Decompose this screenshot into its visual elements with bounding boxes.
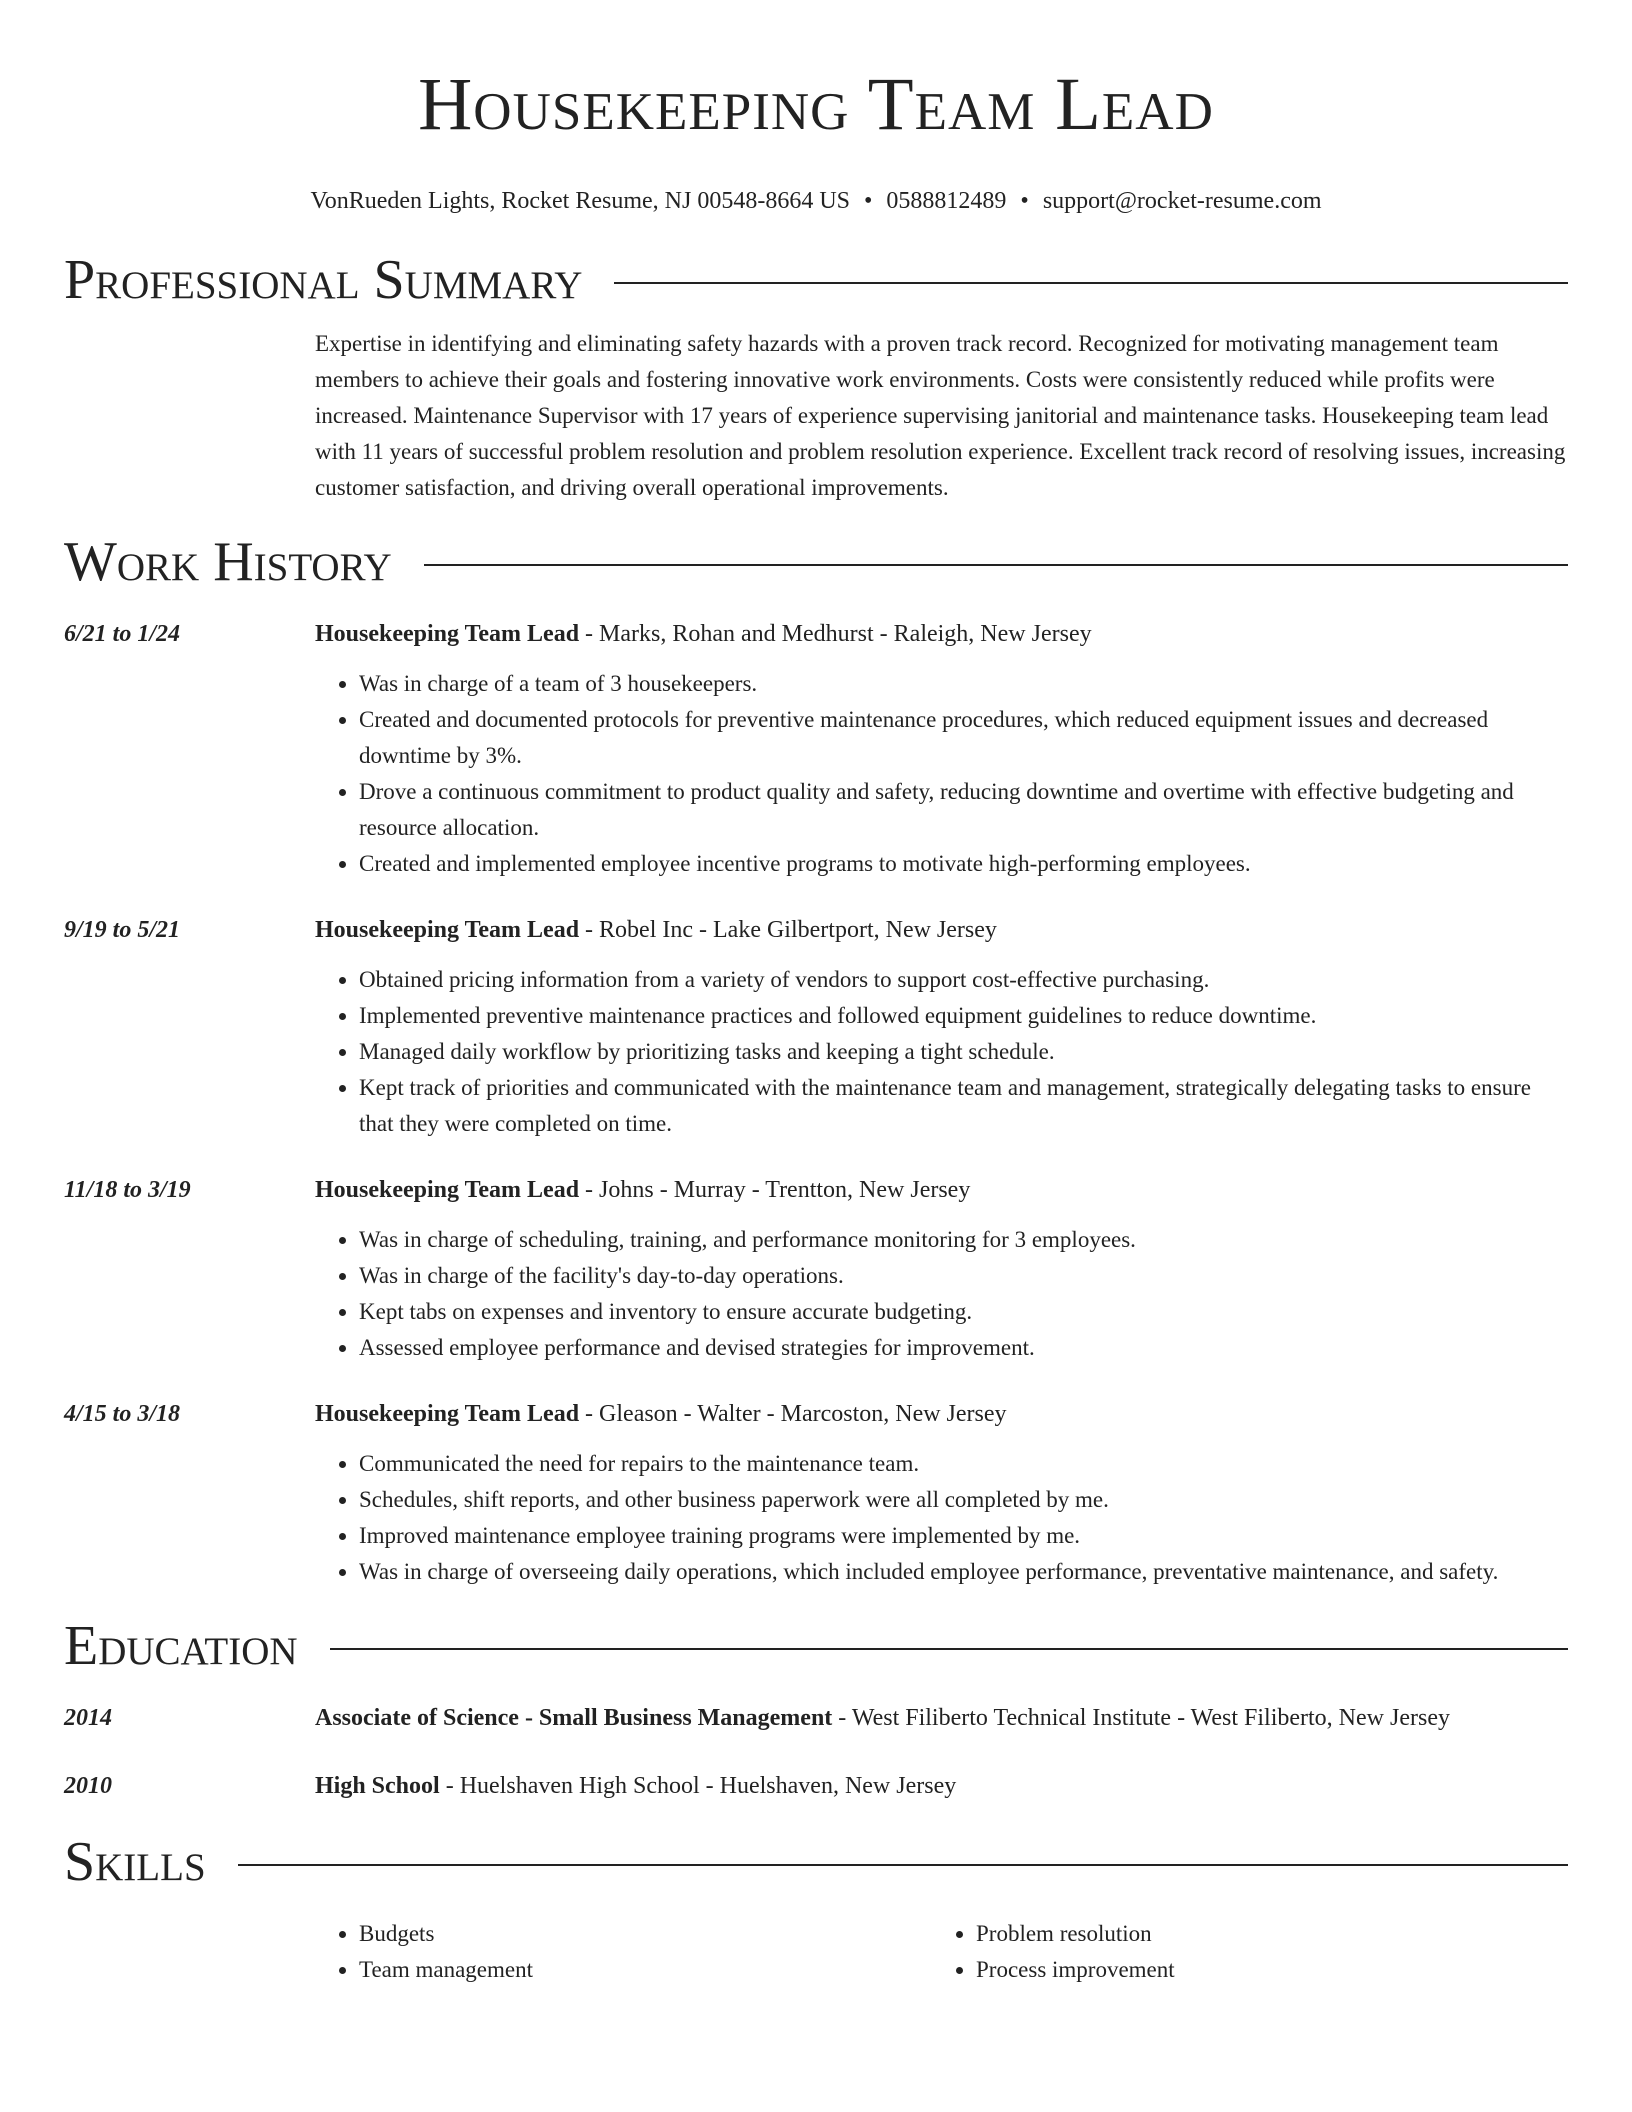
job-heading bbox=[315, 614, 1568, 654]
list-item: • Was in charge of overseeing daily operations, which included employee performance, preventative maintenance, and safety. bbox=[359, 1554, 1568, 1590]
skill-item: • Problem resolution bbox=[976, 1916, 1549, 1952]
skill-item: • Process improvement bbox=[976, 1952, 1549, 1988]
list-item: • Was in charge of scheduling, training, and performance monitoring for 3 employees. bbox=[359, 1222, 1568, 1258]
section-title-education bbox=[64, 1614, 1568, 1678]
contact-email[interactable]: support@rocket-resume.com bbox=[1042, 188, 1322, 214]
skills-list bbox=[315, 1916, 1568, 1988]
job-date: 11/18 to 3/19 bbox=[64, 1177, 191, 1203]
job-bullets bbox=[315, 1446, 1568, 1590]
job-entry bbox=[64, 1170, 1568, 1366]
section-title-summary bbox=[64, 248, 1568, 312]
contact-address: VonRueden Lights, Rocket Resume, NJ 00548-8664 US bbox=[310, 188, 851, 214]
resume-header bbox=[64, 0, 1568, 216]
contact-separator: • bbox=[1020, 188, 1029, 214]
education-date: 2010 bbox=[64, 1773, 112, 1799]
job-entry bbox=[64, 614, 1568, 882]
section-title-skills-text: Skills bbox=[64, 1831, 206, 1893]
job-heading bbox=[315, 1394, 1568, 1434]
education-details: - Huelshaven High School - Huelshaven, New Jersey bbox=[439, 1773, 957, 1799]
list-item: • Improved maintenance employee training programs were implemented by me. bbox=[359, 1518, 1568, 1554]
section-title-education-text: Education bbox=[64, 1615, 298, 1677]
job-entry bbox=[64, 910, 1568, 1142]
skill-item: • Team management bbox=[359, 1952, 932, 1988]
education-heading bbox=[315, 1698, 1568, 1738]
list-item: • Created and documented protocols for preventive maintenance procedures, which reduced equipment issues and decreased downtime by 3%. bbox=[359, 702, 1568, 774]
list-item: • Implemented preventive maintenance practices and followed equipment guidelines to reduce downtime. bbox=[359, 998, 1568, 1034]
contact-line bbox=[64, 186, 1568, 216]
section-title-work bbox=[64, 530, 1568, 594]
job-details: - Gleason - Walter - Marcoston, New Jersey bbox=[579, 1401, 1007, 1427]
education-date: 2014 bbox=[64, 1705, 112, 1731]
job-details: - Robel Inc - Lake Gilbertport, New Jersey bbox=[579, 917, 997, 943]
list-item: • Assessed employee performance and devised strategies for improvement. bbox=[359, 1330, 1568, 1366]
job-role: Housekeeping Team Lead bbox=[315, 1177, 580, 1203]
list-item: • Schedules, shift reports, and other business paperwork were all completed by me. bbox=[359, 1482, 1568, 1518]
list-item: • Kept track of priorities and communicated with the maintenance team and management, strategically delegating tasks to ensure that they were completed on time. bbox=[359, 1070, 1568, 1142]
job-details: - Marks, Rohan and Medhurst - Raleigh, New Jersey bbox=[579, 621, 1092, 647]
section-title-summary-text: Professional Summary bbox=[64, 249, 583, 311]
candidate-name: Housekeeping Team Lead bbox=[418, 63, 1214, 146]
job-role: Housekeeping Team Lead bbox=[315, 917, 580, 943]
list-item: • Was in charge of a team of 3 housekeepers. bbox=[359, 666, 1568, 702]
education-entry bbox=[64, 1766, 1568, 1806]
job-entry bbox=[64, 1394, 1568, 1590]
list-item: • Kept tabs on expenses and inventory to ensure accurate budgeting. bbox=[359, 1294, 1568, 1330]
section-divider bbox=[614, 282, 1568, 284]
job-bullets bbox=[315, 962, 1568, 1142]
job-date: 6/21 to 1/24 bbox=[64, 621, 181, 647]
section-divider bbox=[330, 1648, 1568, 1650]
contact-phone: 0588812489 bbox=[886, 188, 1007, 214]
section-title-skills bbox=[64, 1830, 1568, 1894]
education-heading bbox=[315, 1766, 1568, 1806]
list-item: • Was in charge of the facility's day-to-day operations. bbox=[359, 1258, 1568, 1294]
job-content bbox=[315, 910, 1568, 1142]
job-heading bbox=[315, 1170, 1568, 1210]
job-role: Housekeeping Team Lead bbox=[315, 1401, 580, 1427]
education-details: - West Filiberto Technical Institute - West Filiberto, New Jersey bbox=[832, 1705, 1450, 1731]
list-item: • Obtained pricing information from a variety of vendors to support cost-effective purchasing. bbox=[359, 962, 1568, 998]
job-date: 9/19 to 5/21 bbox=[64, 917, 181, 943]
job-date: 4/15 to 3/18 bbox=[64, 1401, 181, 1427]
education-entry bbox=[64, 1698, 1568, 1738]
skill-item: • Budgets bbox=[359, 1916, 932, 1952]
job-content bbox=[315, 1170, 1568, 1366]
job-content bbox=[315, 1394, 1568, 1590]
education-degree: Associate of Science - Small Business Management bbox=[315, 1705, 833, 1731]
skills-column-left bbox=[315, 1916, 932, 1988]
education-degree: High School bbox=[315, 1773, 440, 1799]
section-title-work-text: Work History bbox=[64, 531, 392, 593]
summary-text: Expertise in identifying and eliminating safety hazards with a proven track record. Recognized for motivating management team members to achieve their goals and fostering innovative work environments. Costs were consistently reduced while profits were increased. Maintenance Supervisor with 17 years of experience supervising janitorial and maintenance tasks. Housekeeping team lead with 11 years of successful problem resolution and problem resolution experience. Excellent track record of resolving issues, increasing customer satisfaction, and driving overall operational improvements. bbox=[315, 331, 1566, 500]
list-item: • Communicated the need for repairs to the maintenance team. bbox=[359, 1446, 1568, 1482]
job-content bbox=[315, 614, 1568, 882]
job-bullets bbox=[315, 1222, 1568, 1366]
job-heading bbox=[315, 910, 1568, 950]
job-details: - Johns - Murray - Trentton, New Jersey bbox=[579, 1177, 971, 1203]
section-divider bbox=[238, 1864, 1568, 1866]
contact-separator: • bbox=[864, 188, 873, 214]
job-role: Housekeeping Team Lead bbox=[315, 621, 580, 647]
list-item: • Managed daily workflow by prioritizing tasks and keeping a tight schedule. bbox=[359, 1034, 1568, 1070]
job-bullets bbox=[315, 666, 1568, 882]
list-item: • Created and implemented employee incentive programs to motivate high-performing employees. bbox=[359, 846, 1568, 882]
list-item: • Drove a continuous commitment to product quality and safety, reducing downtime and overtime with effective budgeting and resource allocation. bbox=[359, 774, 1568, 846]
resume-page bbox=[64, 0, 1568, 1988]
section-divider bbox=[424, 564, 1568, 566]
skills-column-right bbox=[932, 1916, 1549, 1988]
